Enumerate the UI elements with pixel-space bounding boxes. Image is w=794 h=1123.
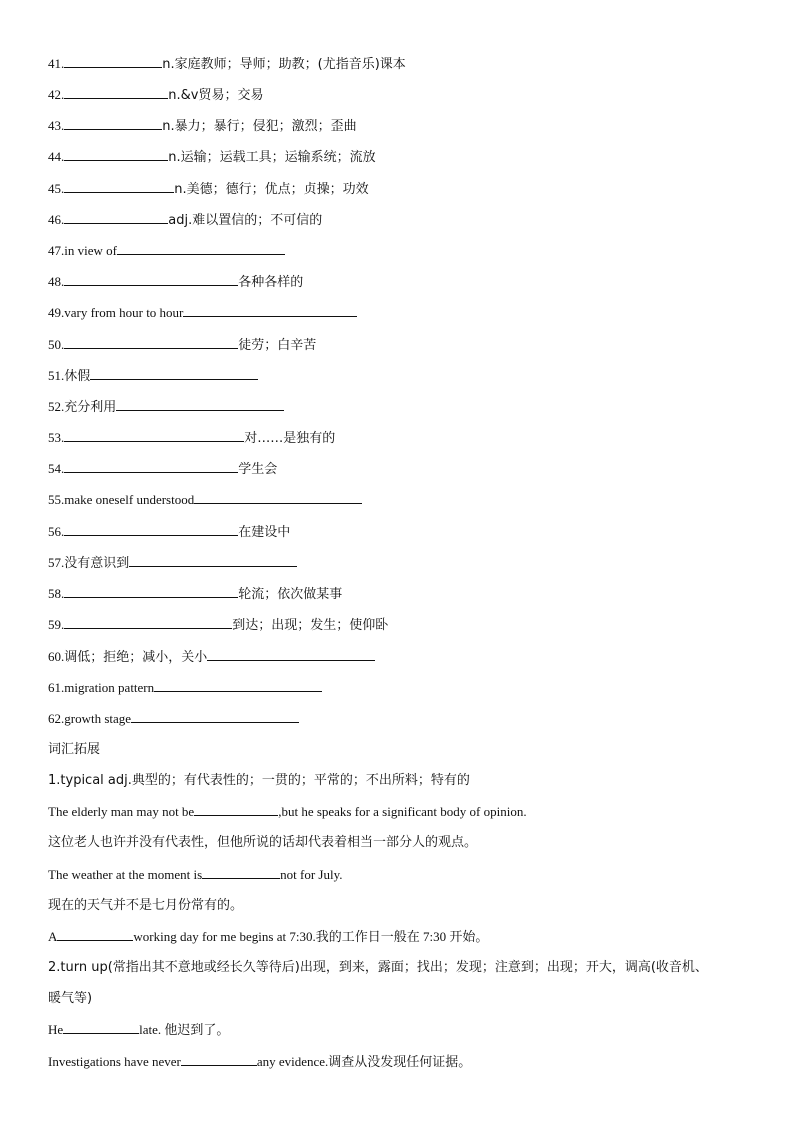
item-phrase: 调低；拒绝；减小，关小 — [64, 650, 208, 665]
item-definition: 轮流；依次做某事 — [238, 587, 343, 602]
sentence-start: A — [48, 929, 58, 944]
item-definition: 在建设中 — [238, 525, 291, 540]
item-52 — [48, 397, 754, 418]
item-number: 59. — [48, 617, 65, 632]
answer-blank[interactable] — [194, 490, 362, 504]
item-number: 51. — [48, 368, 65, 383]
answer-blank[interactable] — [183, 303, 357, 317]
item-51 — [48, 366, 754, 387]
item-45 — [48, 179, 754, 200]
answer-blank[interactable] — [64, 147, 168, 161]
answer-blank[interactable] — [202, 865, 280, 879]
example-sentence-1 — [48, 802, 754, 822]
answer-blank[interactable] — [63, 1020, 139, 1034]
item-phrase: 充分利用 — [64, 400, 117, 415]
item-number: 46. — [48, 212, 65, 227]
item-definition: 徒劳；白辛苦 — [238, 338, 317, 353]
item-58 — [48, 584, 754, 605]
item-50 — [48, 335, 754, 356]
example-sentence-3 — [48, 927, 754, 947]
item-number: 57. — [48, 555, 65, 570]
answer-blank[interactable] — [181, 1052, 257, 1066]
item-definition: 对……是独有的 — [244, 431, 336, 446]
item-phrase: in view of — [64, 243, 117, 258]
answer-blank[interactable] — [64, 522, 238, 536]
item-42 — [48, 85, 754, 106]
answer-blank[interactable] — [64, 615, 232, 629]
item-41 — [48, 54, 754, 75]
item-60 — [48, 647, 754, 668]
item-number: 48. — [48, 274, 65, 289]
sentence-start: The weather at the moment is — [48, 867, 203, 882]
answer-blank[interactable] — [64, 85, 168, 99]
item-number: 55. — [48, 492, 65, 507]
item-definition: adj.难以置信的；不可信的 — [168, 213, 323, 228]
item-definition: n.暴力；暴行；侵犯；激烈；歪曲 — [162, 119, 357, 134]
item-54 — [48, 459, 754, 480]
sentence-end: not for July. — [280, 867, 343, 882]
item-61 — [48, 678, 754, 698]
item-number: 43. — [48, 118, 65, 133]
item-number: 62. — [48, 711, 65, 726]
answer-blank[interactable] — [116, 397, 284, 411]
item-definition: 学生会 — [238, 462, 278, 477]
item-phrase: migration pattern — [64, 680, 155, 695]
item-number: 41. — [48, 56, 65, 71]
example-sentence-4 — [48, 1020, 754, 1040]
answer-blank[interactable] — [64, 335, 238, 349]
item-53 — [48, 428, 754, 449]
item-definition: n.家庭教师；导师；助教；(尤指音乐)课本 — [162, 57, 406, 72]
turnup-entry-heading-line1: 2.turn up(常指出其不意地或经长久等待后)出现，到来，露面；找出；发现；注意到；出现；开大，调高(收音机、 — [48, 960, 708, 975]
item-59 — [48, 615, 754, 636]
answer-blank[interactable] — [57, 927, 133, 941]
answer-blank[interactable] — [131, 709, 299, 723]
answer-blank[interactable] — [64, 272, 238, 286]
answer-blank[interactable] — [129, 553, 297, 567]
sentence-end: working day for me begins at 7:30.我的工作日一般在 7:30 开始。 — [133, 929, 489, 944]
item-48 — [48, 272, 754, 293]
item-phrase: 没有意识到 — [64, 556, 130, 571]
item-56 — [48, 522, 754, 543]
sentence-end: any evidence.调查从没发现任何证据。 — [256, 1054, 472, 1069]
example-sentence-2 — [48, 865, 754, 885]
answer-blank[interactable] — [64, 116, 162, 130]
answer-blank[interactable] — [64, 584, 238, 598]
item-number: 49. — [48, 305, 65, 320]
item-62 — [48, 709, 754, 729]
item-number: 60. — [48, 649, 65, 664]
answer-blank[interactable] — [194, 802, 278, 816]
item-43 — [48, 116, 754, 137]
item-definition: n.美德；德行；优点；贞操；功效 — [174, 182, 369, 197]
sentence-start: The elderly man may not be — [48, 804, 195, 819]
answer-blank[interactable] — [154, 678, 322, 692]
translation-1: 这位老人也许并没有代表性，但他所说的话却代表着相当一部分人的观点。 — [48, 835, 478, 850]
item-46 — [48, 210, 754, 231]
item-55 — [48, 490, 754, 510]
item-number: 56. — [48, 524, 65, 539]
item-definition: n.运输；运载工具；运输系统；流放 — [168, 150, 376, 165]
item-phrase: vary from hour to hour — [64, 305, 184, 320]
item-47 — [48, 241, 754, 261]
answer-blank[interactable] — [64, 459, 238, 473]
item-number: 53. — [48, 430, 65, 445]
item-phrase: make oneself understood — [64, 492, 195, 507]
item-definition: n.&v贸易；交易 — [168, 88, 264, 103]
item-definition: 各种各样的 — [238, 275, 304, 290]
answer-blank[interactable] — [64, 179, 174, 193]
answer-blank[interactable] — [117, 241, 285, 255]
answer-blank[interactable] — [64, 54, 162, 68]
item-49 — [48, 303, 754, 323]
item-phrase: 休假 — [64, 369, 91, 384]
item-number: 45. — [48, 181, 65, 196]
item-number: 42. — [48, 87, 65, 102]
typical-entry-heading: 1.typical adj.典型的；有代表性的；一贯的；平常的；不出所料；特有的 — [48, 773, 470, 788]
answer-blank[interactable] — [207, 647, 375, 661]
item-number: 47. — [48, 243, 65, 258]
sentence-start: He — [48, 1022, 64, 1037]
item-number: 58. — [48, 586, 65, 601]
answer-blank[interactable] — [64, 210, 168, 224]
sentence-start: Investigations have never — [48, 1054, 181, 1069]
item-44 — [48, 147, 754, 168]
example-sentence-5 — [48, 1052, 754, 1072]
item-number: 44. — [48, 149, 65, 164]
item-number: 54. — [48, 461, 65, 476]
answer-blank[interactable] — [90, 366, 258, 380]
turnup-entry-heading-line2: 暖气等) — [48, 991, 93, 1006]
translation-2: 现在的天气并不是七月份常有的。 — [48, 898, 244, 913]
item-number: 52. — [48, 399, 65, 414]
sentence-end: late. 他迟到了。 — [139, 1022, 230, 1037]
sentence-end: ,but he speaks for a significant body of opinion. — [278, 804, 527, 819]
item-number: 61. — [48, 680, 65, 695]
item-57 — [48, 553, 754, 574]
answer-blank[interactable] — [64, 428, 244, 442]
item-definition: 到达；出现；发生；使仰卧 — [232, 618, 389, 633]
item-number: 50. — [48, 337, 65, 352]
section-title: 词汇拓展 — [48, 742, 101, 757]
item-phrase: growth stage — [64, 711, 132, 726]
